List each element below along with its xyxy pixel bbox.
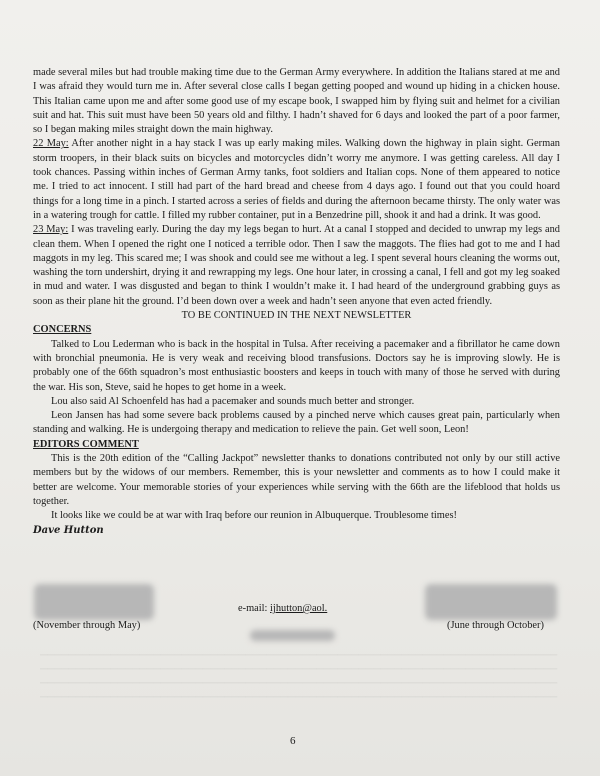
continued-notice: TO BE CONTINUED IN THE NEXT NEWSLETTER: [181, 310, 412, 322]
bleed-through-line: ─────────────────────────────────────────────────────────────────────────: [40, 678, 558, 689]
bleed-through-line: ─────────────────────────────────────────────────────────────────────────: [40, 692, 558, 703]
redacted-phone: [250, 630, 335, 641]
right-season-note: (June through October): [447, 620, 544, 631]
email-line: [238, 603, 327, 614]
email-link[interactable]: ijhutton@aol.: [270, 603, 328, 614]
page-number: 6: [290, 735, 296, 747]
paragraph-22-may: [33, 137, 560, 223]
bleed-through-line: ─────────────────────────────────────────────────────────────────────────: [40, 664, 558, 675]
date-23-may: 23 May:: [33, 224, 69, 236]
email-label: e-mail:: [238, 603, 268, 614]
paragraph-23-may: [33, 223, 560, 309]
article-body: [33, 66, 560, 538]
redacted-address-left: [34, 584, 154, 620]
date-22-may: 22 May:: [33, 138, 69, 150]
paragraph-escape-story: made several miles but had trouble making time due to the German Army everywhere. In addition the Italians stared at me and I was afraid they would turn me in. After several close calls I began getting pooped and wound up hiding in a chicken house. This Italian came upon me and after some good use of my escape book, I swapped him by flying suit and helmet for a civilian suit and hat. This suit must have been 50 years old and filthy. I hadn’t shaved for 6 days and looked the part of a poor farmer, so I began making miles straight down the main highway.: [33, 67, 560, 136]
redacted-address-right: [425, 584, 557, 620]
concerns-schoenfeld: Lou also said Al Schoenfeld has had a pacemaker and sounds much better and stronger.: [51, 395, 415, 407]
concerns-jansen: Leon Jansen has had some severe back problems caused by a pinched nerve which causes great pain, particularly when standing and walking. He is undergoing therapy and medication to relieve the pain. Get well soon, Leon!: [33, 410, 560, 436]
concerns-lederman: Talked to Lou Lederman who is back in the hospital in Tulsa. After receiving a pacemaker and a fibrillator he came down with bronchial pneumonia. He is very weak and receiving blood transfusions. Doctors say he is improving slowly. He is probably one of the 66th squadron’s most enthusiastic boosters and keeps in touch with many of those he served with during the war. His son, Steve, said he hopes to get home in a week.: [33, 338, 560, 393]
concerns-heading: CONCERNS: [33, 324, 92, 336]
left-season-note: (November through May): [33, 620, 141, 631]
signature: Dave Hutton: [33, 524, 104, 536]
editors-comment: This is the 20th edition of the “Calling Jackpot” newsletter thanks to donations contributed not only by our still active members but by the widows of our members. Remember, this is your newsletter and comments as to how I could make it better are welcome. Your memorable stories of your experiences while serving with the 66th are the lifeblood that holds us together.: [33, 453, 560, 507]
editors-iraq: It looks like we could be at war with Iraq before our reunion in Albuquerque. Troublesome times!: [51, 510, 458, 522]
text-22-may: After another night in a hay stack I was up early making miles. Walking down the highway in plain sight. German storm troopers, in their black suits on bicycles and motorcycles didn’t worry me anymore. I was getting careless. All day I took chances. Passing within inches of German Army tanks, foot soldiers and Italian cops. None of them appeared to notice me. I tried to act innocent. I still had part of the hard bread and cheese from 4 days ago. I found out that you could hoard things for a long time in a pinch. I started across a series of fields and during the afternoon became thirsty. The only water was in a watering trough for cattle. I filled my rubber container, put in a Benzedrine pill, shook it and had a drink. It was good.: [33, 138, 561, 221]
bleed-through-line: ─────────────────────────────────────────────────────────────────────────: [40, 650, 558, 661]
editors-heading: EDITORS COMMENT: [33, 438, 139, 450]
text-23-may: I was traveling early. During the day my legs began to hurt. At a canal I stopped and decided to unwrap my legs and clean them. When I opened the right one I noticed a terrible odor. Then I saw the maggots. The flies had got to me and I had maggots in my leg. This scared me; I was shook and could see me without a leg. I spent several hours cleaning the worms out, washing the torn undershirt, drying it and rewrapping my legs. One hour later, in crossing a canal, I fell and got my leg soaked in mud and water. I was disgusted and began to think I wouldn’t make it. I had heard of the underground grabbing guys as soon as their plane hit the ground. I’d been down over a week and hadn’t seen anyone that even acted friendly.: [33, 224, 560, 307]
